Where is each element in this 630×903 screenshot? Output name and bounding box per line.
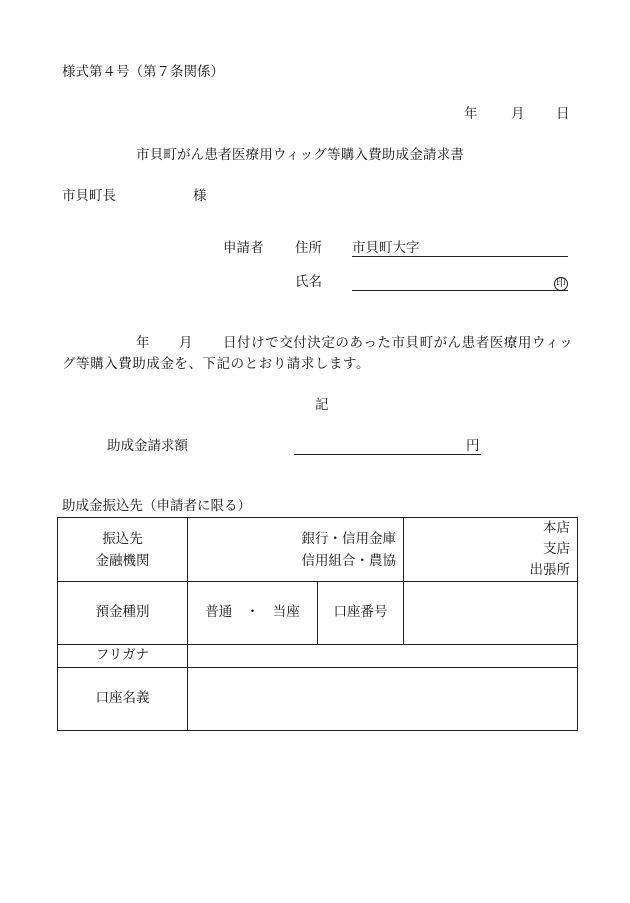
- applicant-label: 申請者: [223, 240, 264, 256]
- account-holder-label: 口座名義: [58, 668, 188, 731]
- addressee-honorific: 様: [193, 188, 207, 204]
- branch-name-cell[interactable]: [404, 518, 578, 582]
- deposit-type-options[interactable]: 普通 ・ 当座: [188, 582, 318, 645]
- note-heading: 記: [315, 397, 329, 413]
- bank-transfer-table: [57, 517, 578, 731]
- body-year: 年: [136, 335, 150, 351]
- body-line-1: 日付けで交付決定のあった市貝町がん患者医療用ウィッ: [223, 335, 574, 351]
- amount-underline: [294, 454, 481, 455]
- branch-1: 本店: [543, 520, 570, 536]
- address-value: 市貝町大字: [352, 240, 420, 256]
- seal-icon: 印: [556, 278, 566, 289]
- account-number-label: 口座番号: [318, 582, 404, 645]
- account-number-field[interactable]: [404, 582, 578, 645]
- date-day-label: 日: [556, 106, 570, 122]
- furigana-label: フリガナ: [58, 645, 188, 668]
- address-underline: [352, 256, 568, 257]
- institution-label-cell: [58, 518, 188, 582]
- body-month: 月: [179, 335, 193, 351]
- furigana-field[interactable]: [188, 645, 578, 668]
- form-number: 様式第４号（第７条関係）: [62, 64, 224, 80]
- amount-label: 助成金請求額: [107, 438, 188, 454]
- body-line-2: グ等購入費助成金を、下記のとおり請求します。: [62, 356, 371, 372]
- seal-mark: [554, 276, 568, 291]
- bank-section-heading: 助成金振込先（申請者に限る）: [62, 498, 251, 514]
- table-row-institution: [58, 518, 578, 582]
- account-holder-field[interactable]: [188, 668, 578, 731]
- name-underline: [352, 290, 568, 291]
- address-label: 住所: [295, 240, 322, 256]
- bank-types-1: 銀行・信用金庫: [301, 530, 396, 547]
- institution-label-2: 金融機関: [95, 552, 150, 569]
- bank-name-cell[interactable]: [188, 518, 404, 582]
- document-title: 市貝町がん患者医療用ウィッグ等購入費助成金請求書: [136, 147, 464, 163]
- bank-types-2: 信用組合・農協: [301, 552, 396, 569]
- addressee-name: 市貝町長: [62, 188, 116, 204]
- branch-2: 支店: [543, 541, 570, 557]
- date-year-label: 年: [464, 106, 478, 122]
- table-row-deposit: [58, 582, 578, 645]
- date-month-label: 月: [511, 106, 525, 122]
- table-row-furigana: [58, 645, 578, 668]
- institution-label-1: 振込先: [102, 530, 143, 547]
- table-row-account-holder: [58, 668, 578, 731]
- name-label: 氏名: [295, 274, 322, 290]
- amount-unit: 円: [466, 438, 480, 454]
- branch-3: 出張所: [529, 562, 570, 578]
- deposit-type-label: 預金種別: [58, 582, 188, 645]
